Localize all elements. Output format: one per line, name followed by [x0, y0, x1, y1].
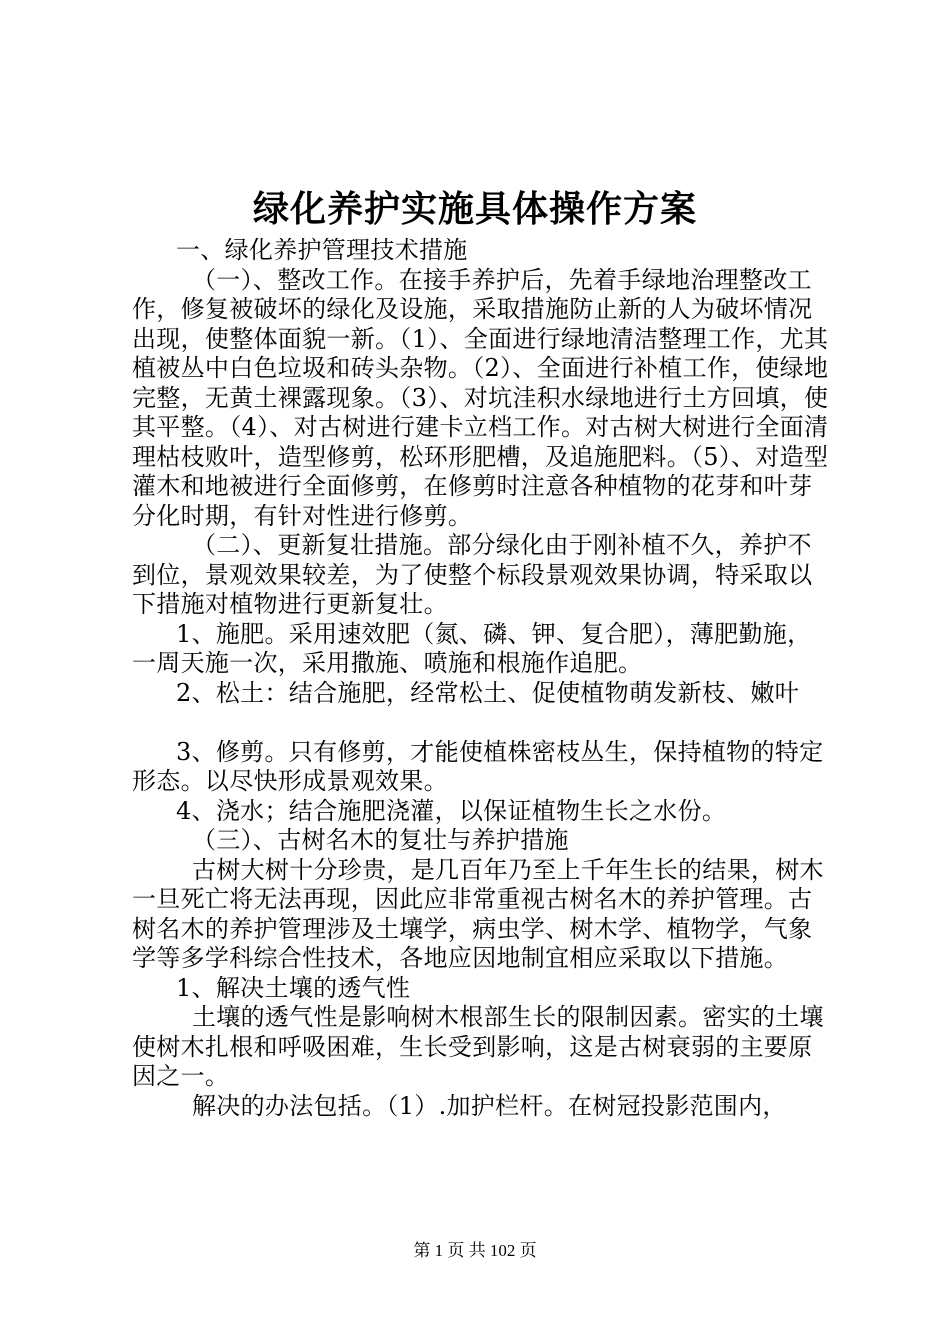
paragraph: 3、修剪。只有修剪，才能使植株密枝丛生，保持植物的特定形态。以尽快形成景观效果。: [132, 737, 824, 795]
section-heading: 一、绿化养护管理技术措施: [176, 236, 468, 264]
paragraph: 2、松土：结合施肥，经常松土、促使植物萌发新枝、嫩叶: [176, 678, 800, 707]
paragraph: （一）、整改工作。在接手养护后，先着手绿地治理整改工作，修复被破坏的绿化及设施，采取措施防止新的人为破坏情况出现，使整体面貌一新。（1）、全面进行绿地清洁整理工作，尤其植被丛中白色垃圾和砖头杂物。（2）、全面进行补植工作，使绿地完整，无黄土裸露现象。（3）、对坑洼积水绿地进行土方回填，使其平整。（4）、对古树进行建卡立档工作。对古树大树进行全面清理枯枝败叶，造型修剪，松环形肥槽，及追施肥料。（5）、对造型灌木和地被进行全面修剪，在修剪时注意各种植物的花芽和叶芽分化时期，有针对性进行修剪。: [132, 265, 829, 530]
page-number-footer: 第 1 页 共 102 页: [413, 1241, 537, 1260]
paragraph: 古树大树十分珍贵，是几百年乃至上千年生长的结果，树木一旦死亡将无法再现，因此应非常重视古树名木的养护管理。古树名木的养护管理涉及土壤学，病虫学、树木学、植物学，气象学等多学科综合性技术，各地应因地制宜相应采取以下措施。: [132, 855, 824, 972]
blank-line: [132, 708, 832, 738]
document-title: 绿化养护实施具体操作方案: [252, 188, 697, 230]
document-body: [132, 236, 832, 1121]
paragraph: 4、浇水；结合施肥浇灌，以保证植物生长之水份。: [176, 796, 727, 825]
subsection-heading: （三）、古树名木的复壮与养护措施: [192, 826, 569, 854]
paragraph: （二）、更新复壮措施。部分绿化由于刚补植不久，养护不到位，景观效果较差，为了使整个标段景观效果协调，特采取以下措施对植物进行更新复壮。: [132, 531, 813, 618]
paragraph: 土壤的透气性是影响树木根部生长的限制因素。密实的土壤使树木扎根和呼吸困难，生长受到影响，这是古树衰弱的主要原因之一。: [132, 1003, 824, 1090]
paragraph: 1、施肥。采用速效肥（氮、磷、钾、复合肥），薄肥勤施，一周天施一次，采用撒施、喷施和根施作追肥。: [132, 619, 812, 677]
paragraph: 1、解决土壤的透气性: [176, 973, 411, 1002]
paragraph: 解决的办法包括。（1）.加护栏杆。在树冠投影范围内，: [192, 1091, 787, 1120]
